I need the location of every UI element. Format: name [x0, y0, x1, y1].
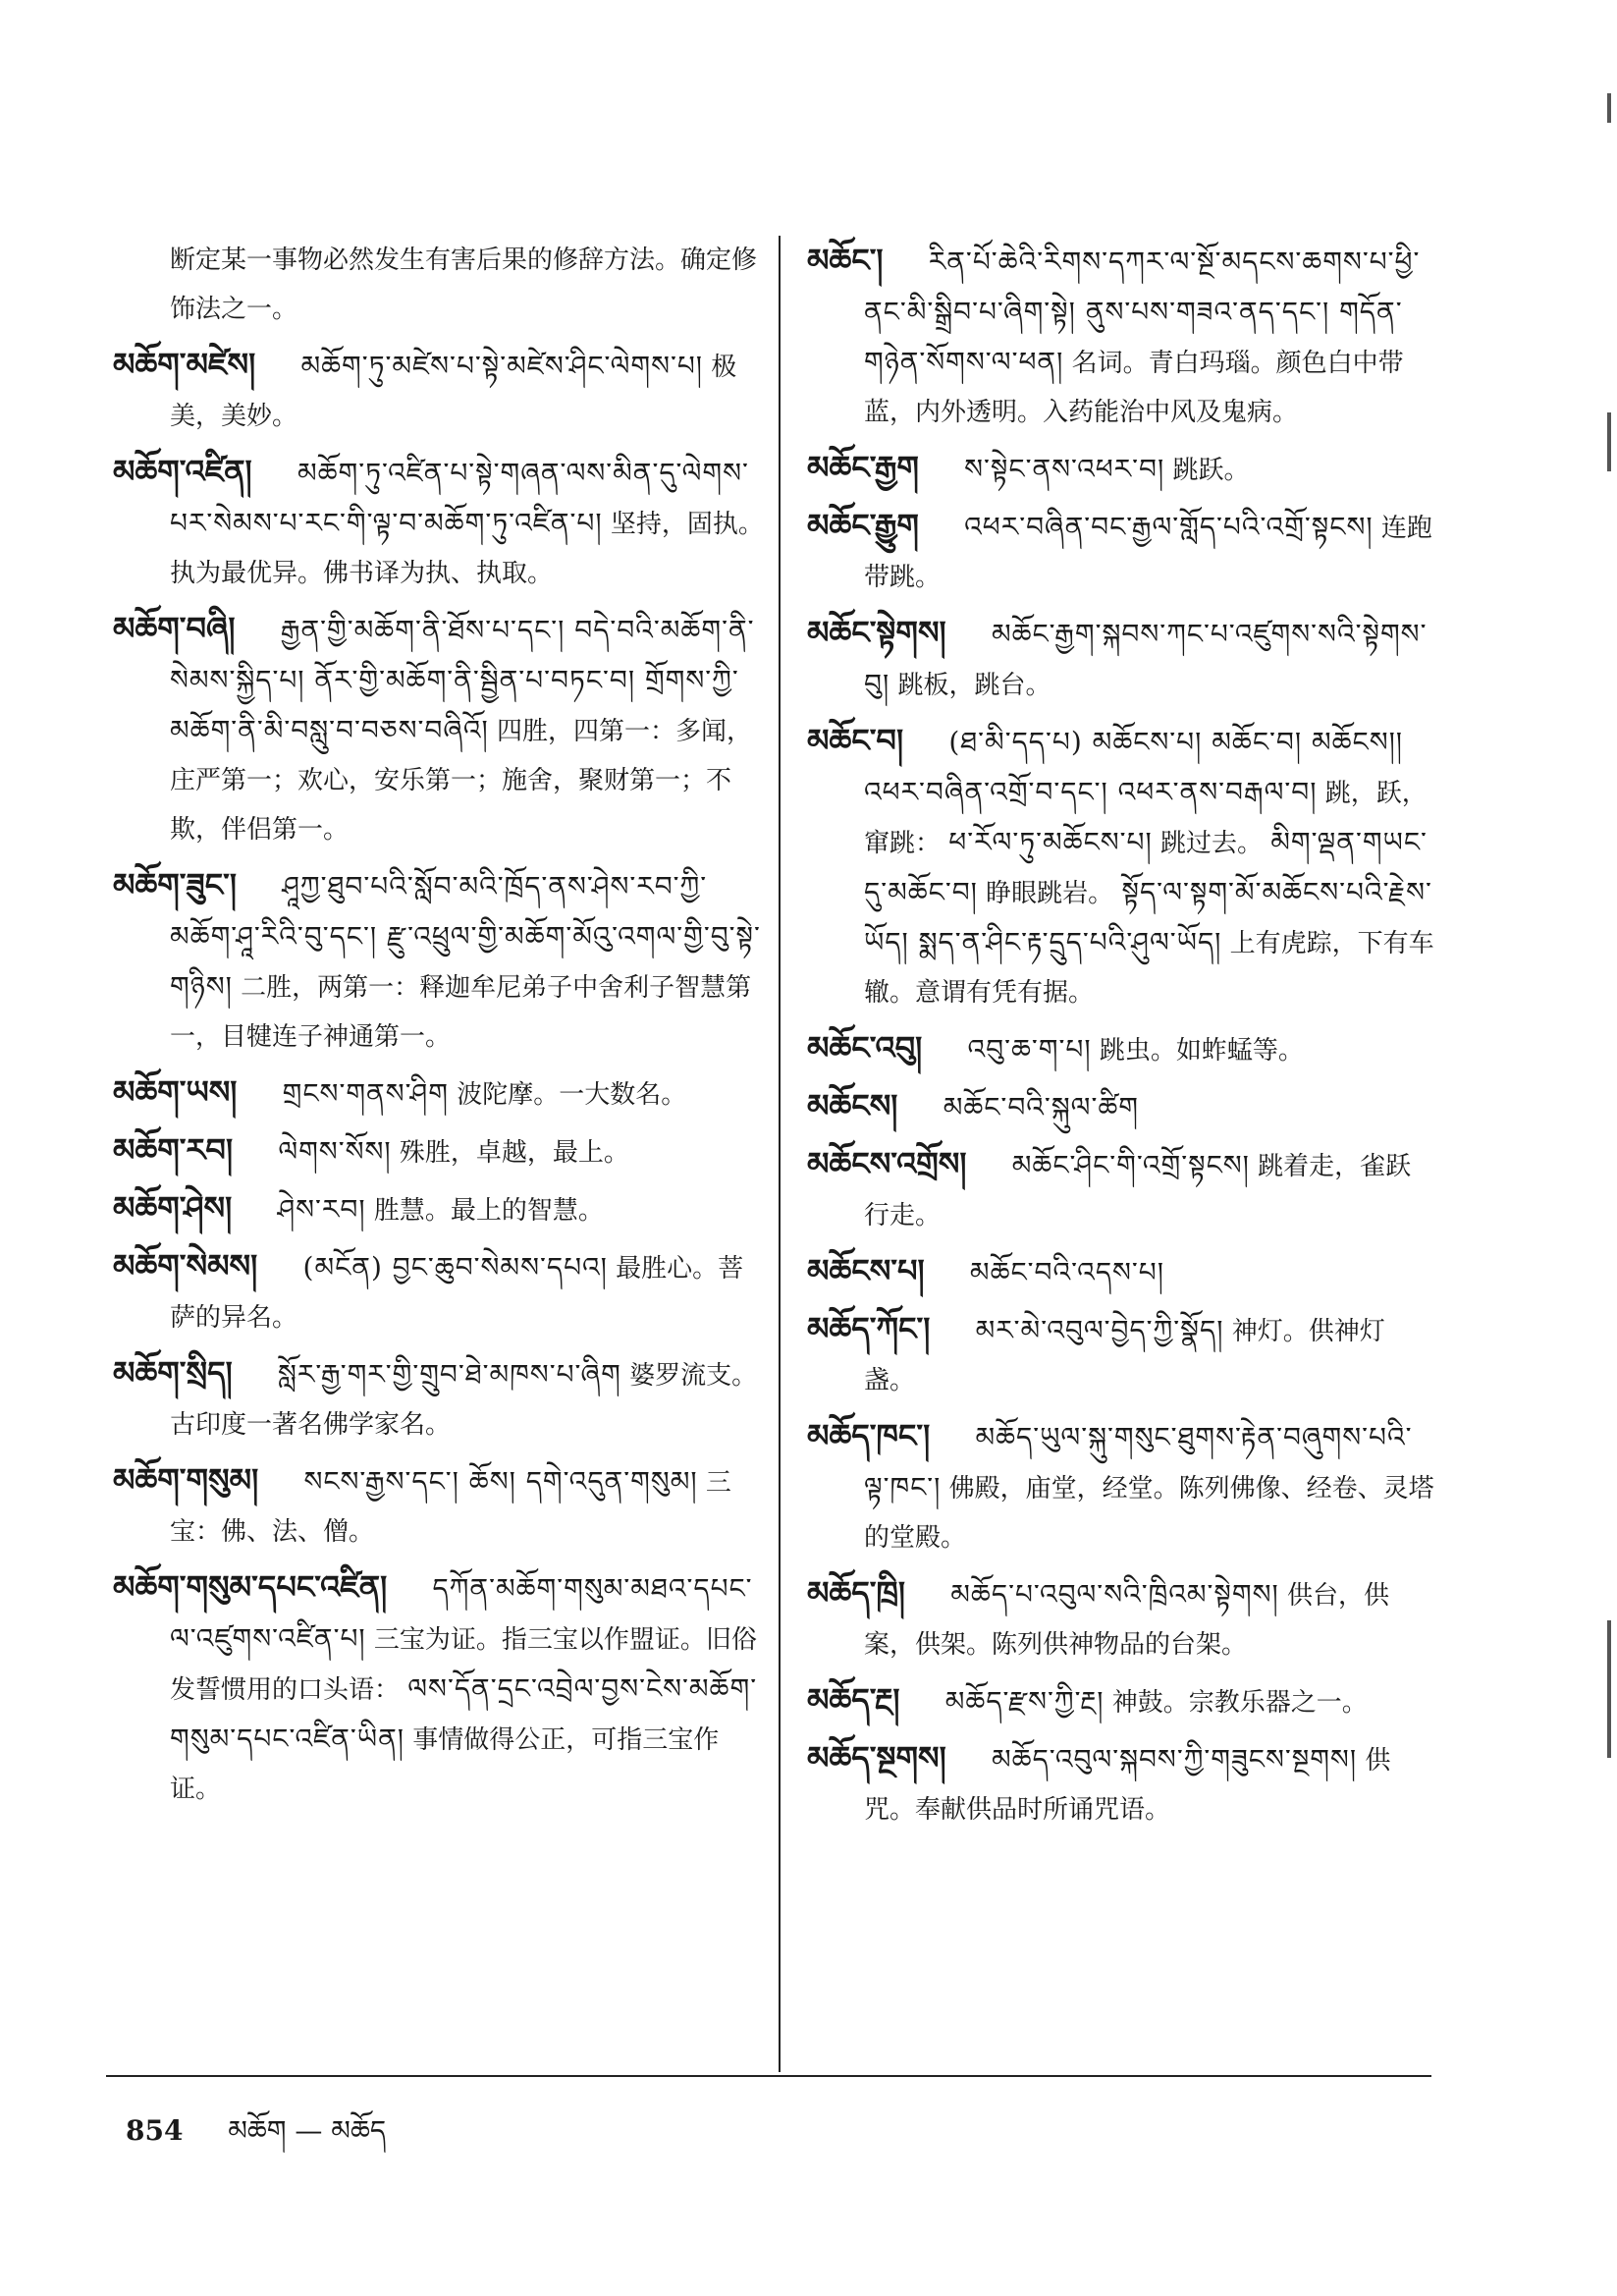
tibetan-definition: མཆོག་ཏུ་མཛེས་པ་སྟེ་མཛེས་ཤིང་ལེགས་པ། [300, 350, 704, 382]
headword: མཆོང་འབུ། [807, 1029, 923, 1066]
tibetan-definition: འཕར་བཞིན་བང་རྒྱལ་གློད་པའི་འགྲོ་སྟངས། [964, 511, 1374, 543]
chinese-definition: 三宝为证。指三宝以作盟证。旧俗发誓惯用的口头语： [170, 1625, 757, 1705]
tibetan-definition: ས་སྟེང་ནས་འཕར་བ། [964, 453, 1165, 485]
chinese-definition: 供咒。奉献供品时所诵咒语。 [864, 1746, 1391, 1825]
headword: མཆོག་གསུམ། [113, 1461, 259, 1499]
chinese-definition: 三宝：佛、法、僧。 [170, 1468, 731, 1547]
tibetan-example: སྟོད་ལ་སྟག་མོ་མཆོངས་པའི་རྗེས་ཡོད། སྨད་ན་ཤིང་རྟ་དྲུད་པའི་ཤུལ་ཡོད། [864, 876, 1432, 958]
chinese-definition: 婆罗流支。古印度一著名佛学家名。 [170, 1361, 758, 1440]
headword: མཆོངས་འགྲོས། [807, 1145, 967, 1182]
chinese-definition: 跳，跃，窜跳： [864, 779, 1428, 858]
dictionary-entry [113, 860, 769, 1062]
tibetan-definition: སློར་རྒྱ་གར་གྱི་གྲུབ་ཐེ་མཁས་པ་ཞིག [278, 1358, 621, 1391]
dictionary-entry [807, 1411, 1435, 1562]
dictionary-entry [807, 608, 1435, 710]
dictionary-entry [807, 716, 1435, 1017]
headword: མཆོད་རྔ། [807, 1681, 900, 1719]
chinese-definition: 神鼓。宗教乐器之一。 [1111, 1688, 1368, 1718]
dictionary-entry [807, 1081, 1435, 1133]
headword: མཆོག་སྲིད། [113, 1354, 233, 1392]
chinese-definition: 名词。青白玛瑙。颜色白中带蓝，内外透明。入药能治中风及鬼病。 [864, 349, 1404, 427]
tibetan-definition: (ཐ་མི་དད་པ) མཆོངས་པ། མཆོང་བ། མཆོངས།། འཕར་བཞིན་འགྲོ་བ་དང་། འཕར་ནས་བརྒལ་བ། [864, 726, 1404, 808]
dictionary-entry [807, 1023, 1435, 1075]
dictionary-entry [113, 1348, 769, 1449]
chinese-definition: 佛殿，庙堂，经堂。陈列佛像、经卷、灵塔的堂殿。 [864, 1474, 1434, 1553]
dictionary-entry [807, 1568, 1435, 1669]
tibetan-definition: རིན་པོ་ཆེའི་རིགས་དཀར་ལ་སྔོ་མདངས་ཆགས་པ་ཕྱི་ནང་མི་སྒྲིབ་པ་ཞིག་སྟེ། ནུས་པས་གཟའ་ནད་དང་། གདོན་གཉེན་སོགས་ལ་ཕན། [864, 246, 1421, 378]
headword: མཆོང་བ། [807, 722, 904, 759]
chinese-example: 跳过去。 [1159, 829, 1263, 858]
chinese-example: 事情做得公正，可指三宝作证。 [170, 1725, 720, 1804]
tibetan-definition: མཆོང་ཤིང་གི་འགྲོ་སྟངས། [1011, 1149, 1250, 1181]
headword: མཆོང་རྒྱུག [807, 507, 919, 544]
headword: མཆོང་སྟེགས། [807, 614, 946, 651]
tibetan-example: མིག་ལྡན་གཡང་དུ་མཆོང་བ། [864, 826, 1428, 908]
tibetan-definition: འབུ་ཆ་ག་པ། [967, 1033, 1092, 1066]
dictionary-entry [113, 1241, 769, 1342]
chinese-definition: 供台，供案，供架。陈列供神物品的台架。 [864, 1581, 1389, 1660]
chinese-definition: 胜慧。最上的智慧。 [373, 1196, 604, 1226]
headword: མཆོག་གསུམ་དཔང་འཛིན། [113, 1568, 388, 1606]
tibetan-definition: མར་མེ་འབུལ་བྱེད་ཀྱི་སྣོད། [975, 1314, 1224, 1346]
tibetan-definition: སངས་རྒྱས་དང་། ཆོས། དགེ་འདུན་གསུམ། [303, 1465, 698, 1498]
chinese-definition: 极美，美妙。 [170, 353, 737, 431]
tibetan-definition: རྒྱན་གྱི་མཆོག་ནི་ཐོས་པ་དང་། བདེ་བའི་མཆོག་ནི་སེམས་སྐྱིད་པ། ནོར་གྱི་མཆོག་ནི་སྦྱིན་པ་བཏང་བ། གྲོགས་ཀྱི་མཆོག་ནི་མི་བསླུ་བ་བཅས་བཞིའོ། [170, 614, 755, 746]
dictionary-entry [113, 340, 769, 441]
chinese-example: 上有虎踪，下有车辙。意谓有凭有据。 [864, 929, 1434, 1008]
dictionary-entry [807, 1675, 1435, 1727]
chinese-definition: 殊胜，卓越，最上。 [399, 1138, 629, 1168]
dictionary-entry [807, 443, 1435, 495]
headword: མཆོག་རབ། [113, 1131, 234, 1169]
page-footer [126, 2100, 386, 2177]
dictionary-entry [113, 1455, 769, 1557]
dictionary-entry [807, 1304, 1435, 1405]
dictionary-entry [113, 1183, 769, 1235]
tibetan-definition: ཤེས་རབ། [277, 1193, 366, 1226]
tibetan-definition: མཆོད་རྫས་ཀྱི་རྔ། [944, 1685, 1105, 1718]
tibetan-definition: ལེགས་སོས། [278, 1135, 392, 1168]
tibetan-definition: ཤཱཀྱ་ཐུབ་པའི་སློབ་མའི་ཁྲོད་ནས་ཤེས་རབ་ཀྱི་མཆོག་ཤཱ་རིའི་བུ་དང་། རྫུ་འཕྲུལ་གྱི་མཆོག་མོའུ་འགལ་གྱི་བུ་སྟེ་གཉིས། [170, 870, 761, 1003]
chinese-example: 睁眼跳岩。 [986, 879, 1114, 908]
dictionary-entry [113, 1067, 769, 1120]
headword: མཆོག་བཞི། [113, 610, 236, 647]
headword: མཆོད་ཁྲི། [807, 1574, 906, 1612]
chinese-definition: 最胜心。菩萨的异名。 [170, 1254, 744, 1333]
tibetan-definition: མཆོད་ཡུལ་སྐུ་གསུང་ཐུགས་རྟེན་བཞུགས་པའི་ལྟ་ཁང་། [864, 1421, 1413, 1503]
chinese-definition: 连跑带跳。 [864, 514, 1432, 592]
left-column [113, 236, 769, 1820]
headword: མཆོད་སྔགས། [807, 1739, 946, 1777]
headword: མཆོག་མཛེས། [113, 346, 256, 383]
chinese-definition: 跳虫。如蚱蜢等。 [1099, 1036, 1304, 1066]
dictionary-entry [113, 604, 769, 854]
tibetan-definition: དཀོན་མཆོག་གསུམ་མཐའ་དཔང་ལ་འཛུགས་འཛིན་པ། [170, 1572, 753, 1655]
headword: མཆོངས་པ། [807, 1252, 925, 1289]
headword: མཆོག་སེམས། [113, 1247, 258, 1285]
chinese-definition: 坚持，固执。执为最优异。佛书译为执、执取。 [170, 510, 764, 588]
chinese-definition: 断定某一事物必然发生有害后果的修辞方法。确定修饰法之一。 [170, 246, 758, 324]
tibetan-definition: གྲངས་གནས་ཤིག [282, 1077, 449, 1110]
tibetan-definition: མཆོང་བའི་སྐུལ་ཚིག [943, 1091, 1139, 1123]
headword: མཆོག་འཛིན། [113, 453, 252, 490]
page-range: མཆོག — མཆོད [228, 2114, 387, 2147]
column-divider [779, 236, 781, 2072]
headword: མཆོངས། [807, 1087, 898, 1124]
dictionary-entry [113, 447, 769, 598]
tibetan-definition: མཆོང་བའི་འདས་པ། [969, 1256, 1164, 1288]
chinese-definition: 跳着走，雀跃行走。 [864, 1152, 1412, 1230]
headword: མཆོང་། [807, 242, 884, 279]
footer-rule [106, 2075, 1431, 2077]
chinese-definition: 跳板，跳台。 [897, 671, 1051, 700]
scan-edge-mark [1607, 412, 1611, 471]
tibetan-definition: (མངོན) བྱང་ཆུབ་སེམས་དཔའ། [302, 1251, 608, 1284]
tibetan-definition: མཆོད་འབུལ་སྐབས་ཀྱི་གཟུངས་སྔགས། [992, 1743, 1358, 1776]
scan-edge-mark [1607, 93, 1611, 123]
dictionary-entry [807, 1246, 1435, 1298]
dictionary-entry [113, 1562, 769, 1814]
chinese-definition: 跳跃。 [1172, 456, 1250, 485]
tibetan-example: ཕ་རོལ་ཏུ་མཆོངས་པ། [948, 826, 1153, 858]
dictionary-entry [807, 1139, 1435, 1240]
right-column [807, 236, 1435, 1840]
headword: མཆོང་རྒྱག [807, 449, 919, 486]
chinese-definition: 二胜，两第一：释迦牟尼弟子中舍利子智慧第一，目犍连子神通第一。 [170, 973, 752, 1052]
dictionary-entry [807, 1733, 1435, 1834]
headword: མཆོད་ཀོང་། [807, 1310, 931, 1347]
headword: མཆོག་ཡས། [113, 1073, 238, 1111]
tibetan-definition: མཆོག་ཏུ་འཛིན་པ་སྟེ་གཞན་ལས་མིན་དུ་ལེགས་པར་སེམས་པ་རང་གི་ལྟ་བ་མཆོག་ཏུ་འཛིན་པ། [170, 457, 749, 539]
dictionary-entry [807, 236, 1435, 437]
headword: མཆོད་ཁང་། [807, 1417, 931, 1454]
continuation-text [113, 236, 769, 334]
chinese-definition: 神灯。供神灯盏。 [864, 1317, 1385, 1395]
dictionary-entry [807, 501, 1435, 602]
tibetan-definition: མཆོང་རྒྱག་སྐབས་ཀང་པ་འཛུགས་སའི་སྟེགས་བུ། [864, 618, 1428, 700]
chinese-definition: 波陀摩。一大数名。 [457, 1080, 687, 1110]
dictionary-entry [113, 1125, 769, 1177]
tibetan-definition: མཆོད་པ་འབུལ་སའི་ཁྲིའམ་སྟེགས། [950, 1578, 1279, 1611]
scan-edge-mark [1607, 1620, 1611, 1758]
tibetan-example: ལས་དོན་དྲང་འབྲེལ་བྱས་ངེས་མཆོག་གསུམ་དཔང་འཛིན་ཡིན། [170, 1672, 758, 1755]
chinese-definition: 四胜，四第一：多闻，庄严第一；欢心，安乐第一；施舍，聚财第一；不欺，伴侣第一。 [170, 717, 753, 845]
headword: མཆོག་ཤེས། [113, 1189, 233, 1227]
headword: མཆོག་ཟུང་། [113, 866, 237, 903]
page-number: 854 [126, 2114, 184, 2147]
